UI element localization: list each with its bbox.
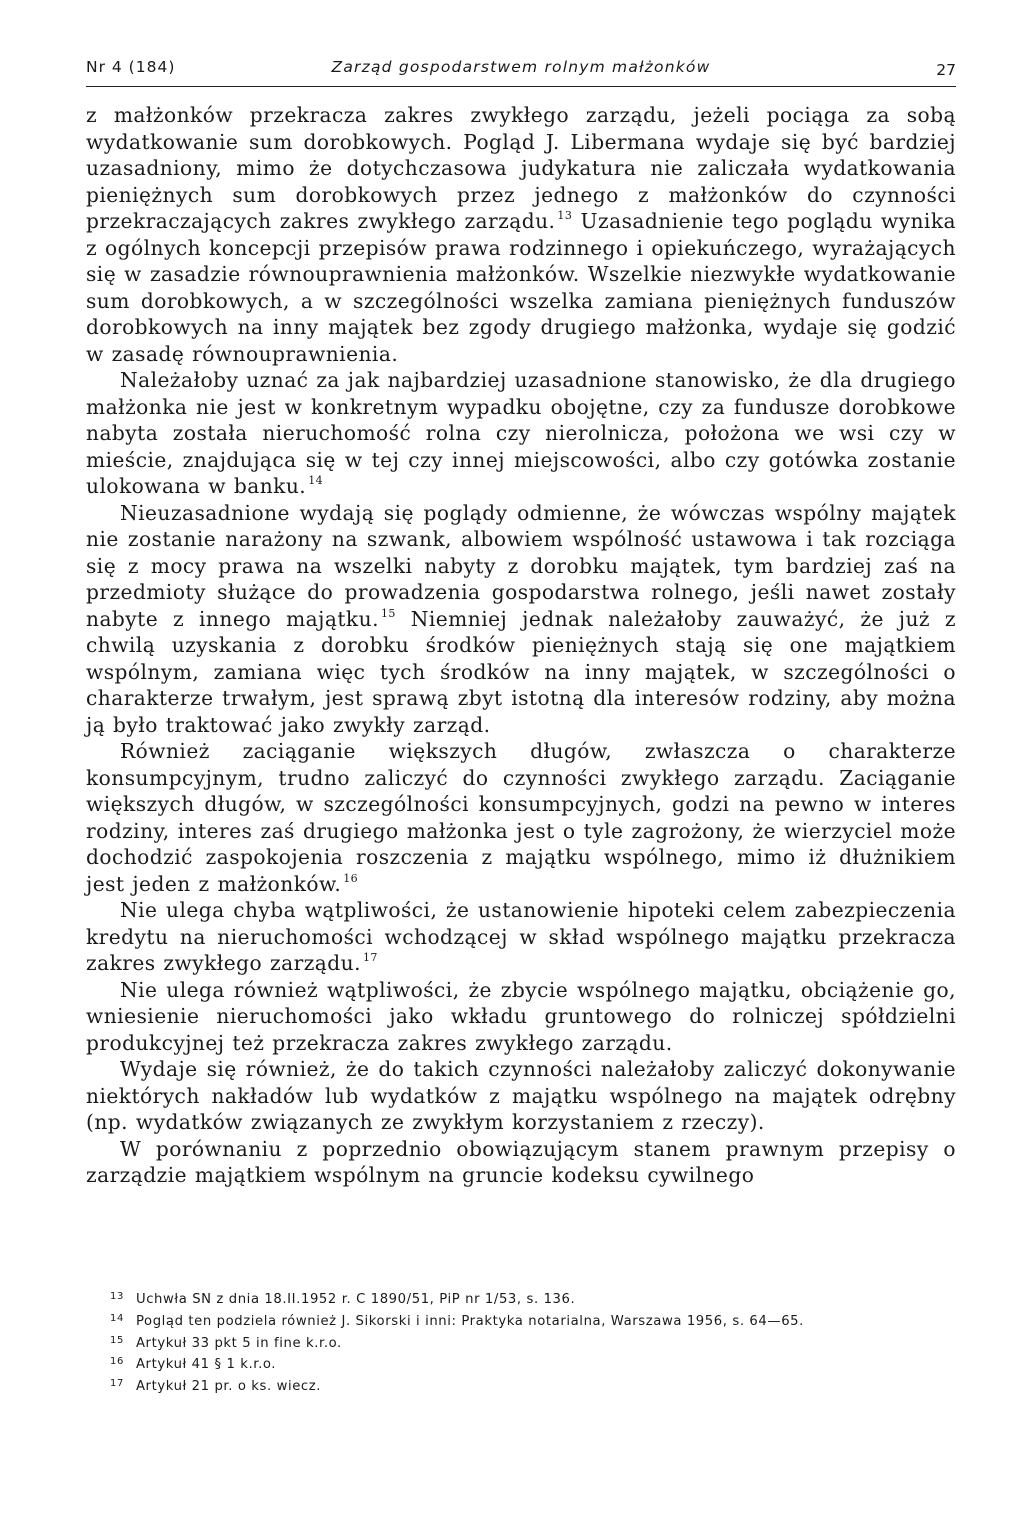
footnote-ref-15: 15 xyxy=(380,606,396,620)
footnote-text: Artykuł 41 § 1 k.r.o. xyxy=(135,1357,277,1373)
paragraph-3 xyxy=(86,500,956,739)
footnotes xyxy=(86,1288,956,1397)
footnote-text: Pogląd ten podziela również J. Sikorski i inni: Praktyka notarialna, Warszawa 1956, s. 64—65. xyxy=(135,1313,804,1329)
footnote-ref-14: 14 xyxy=(308,474,324,487)
footnote-13 xyxy=(86,1288,956,1310)
footnote-number: 16 xyxy=(110,1356,124,1368)
article-body xyxy=(86,102,956,1189)
paragraph-7 xyxy=(86,1056,956,1136)
paragraph-6 xyxy=(86,977,956,1057)
page-number: 27 xyxy=(936,61,956,79)
footnote-ref-17: 17 xyxy=(362,951,378,964)
footnote-16 xyxy=(86,1353,956,1375)
paragraph-8 xyxy=(86,1136,956,1189)
footnote-14 xyxy=(86,1310,956,1332)
issue-number: Nr 4 (184) xyxy=(86,58,176,76)
paragraph-1-continuation: Uzasadnienie tego poglądu wynika z ogólnych koncepcji przepisów prawa rodzinnego i opiekuńczego, wyrażających się w zasadzie równouprawnienia małżonków. Wszelkie niezwykłe wydatkowanie sum dorobkowych, a w szczególności wszelka zamiana pieniężnych funduszów dorobkowych na inny majątek bez zgody drugiego małżonka, wydaje się godzić w zasadę równouprawnienia. xyxy=(86,209,956,366)
paragraph-4-text: Również zaciąganie większych długów, zwłaszcza o charakterze konsumpcyjnym, trudno zaliczyć do czynności zwykłego zarządu. Zaciąganie większych długów, w szczególności konsumpcyjnych, godzi na pewno w interes rodziny, interes zaś drugiego małżonka jest o tyle zagrożony, że wierzyciel może dochodzić zaspokojenia roszczenia z majątku wspólnego, mimo iż dłużnikiem jest jeden z małżonków. xyxy=(86,739,956,896)
page-header xyxy=(86,50,956,80)
paragraph-2 xyxy=(86,367,956,500)
footnote-text: Uchwła SN z dnia 18.II.1952 r. C 1890/51, PiP nr 1/53, s. 136. xyxy=(135,1292,576,1307)
paragraph-8-text: W porównaniu z poprzednio obowiązującym stanem prawnym przepisy o zarządzie majątkiem wspólnym na gruncie kodeksu cywilnego xyxy=(86,1136,956,1187)
footnote-number: 17 xyxy=(110,1378,124,1390)
footnote-number: 14 xyxy=(110,1312,124,1324)
footnote-ref-16: 16 xyxy=(343,871,359,885)
paragraph-5 xyxy=(86,897,956,977)
footnote-number: 15 xyxy=(110,1334,124,1346)
paragraph-5-text: Nie ulega chyba wątpliwości, że ustanowienie hipoteki celem zabezpieczenia kredytu na nieruchomości wchodzącej w skład wspólnego majątku przekracza zakres zwykłego zarządu. xyxy=(86,898,956,975)
paragraph-3-text: Nieuzasadnione wydają się poglądy odmienne, że wówczas wspólny majątek nie zostanie narażony na szwank, albowiem wspólność ustawowa i tak rozciąga się z mocy prawa na wszelki nabyty z dorobku majątek, tym bardziej zaś na przedmioty służące do prowadzenia gospodarstwa rolnego, jeśli nawet zostały nabyte z innego majątku. xyxy=(86,500,956,631)
footnote-text: Artykuł 21 pr. o ks. wiecz. xyxy=(135,1379,322,1395)
paragraph-3-continuation: Niemniej jednak należałoby zauważyć, że już z chwilą uzyskania z dorobku środków pieniężnych stają się one majątkiem wspólnym, zamiana więc tych środków na inny majątek, w szczególności o charakterze trwałym, jest sprawą zbyt istotną dla interesów rodziny, aby można ją było traktować jako zwykły zarząd. xyxy=(86,606,956,737)
running-title: Zarząd gospodarstwem rolnym małżonków xyxy=(331,58,711,76)
footnote-number: 13 xyxy=(110,1291,124,1302)
paragraph-1 xyxy=(86,102,956,367)
paragraph-6-text: Nie ulega również wątpliwości, że zbycie wspólnego majątku, obciążenie go, wniesienie nieruchomości jako wkładu gruntowego do rolniczej spółdzielni produkcyjnej też przekracza zakres zwykłego zarządu. xyxy=(86,977,956,1055)
footnote-17 xyxy=(86,1375,956,1397)
footnote-ref-13: 13 xyxy=(557,209,573,222)
header-divider xyxy=(86,86,956,87)
footnote-15 xyxy=(86,1332,956,1354)
paragraph-2-text: Należałoby uznać za jak najbardziej uzasadnione stanowisko, że dla drugiego małżonka nie jest w konkretnym wypadku obojętne, czy za fundusze dorobkowe nabyta została nieruchomość rolna czy nierolnicza, położona we wsi czy w mieście, znajdująca się w tej czy innej miejscowości, albo czy gotówka zostanie ulokowana w banku. xyxy=(86,368,956,498)
paragraph-7-text: Wydaje się również, że do takich czynności należałoby zaliczyć dokonywanie niektórych nakładów lub wydatków z majątku wspólnego na majątek odrębny (np. wydatków związanych ze zwykłym korzystaniem z rzeczy). xyxy=(86,1057,956,1134)
footnote-text: Artykuł 33 pkt 5 in fine k.r.o. xyxy=(135,1335,342,1351)
paragraph-1-text: z małżonków przekracza zakres zwykłego zarządu, jeżeli pociąga za sobą wydatkowanie sum dorobkowych. Pogląd J. Libermana wydaje się być bardziej uzasadniony, mimo że dotychczasowa judykatura nie zaliczała wydatkowania pieniężnych sum dorobkowych przez jednego z małżonków do czynności przekraczających zakres zwykłego zarządu. xyxy=(86,103,956,233)
paragraph-4 xyxy=(86,738,956,897)
